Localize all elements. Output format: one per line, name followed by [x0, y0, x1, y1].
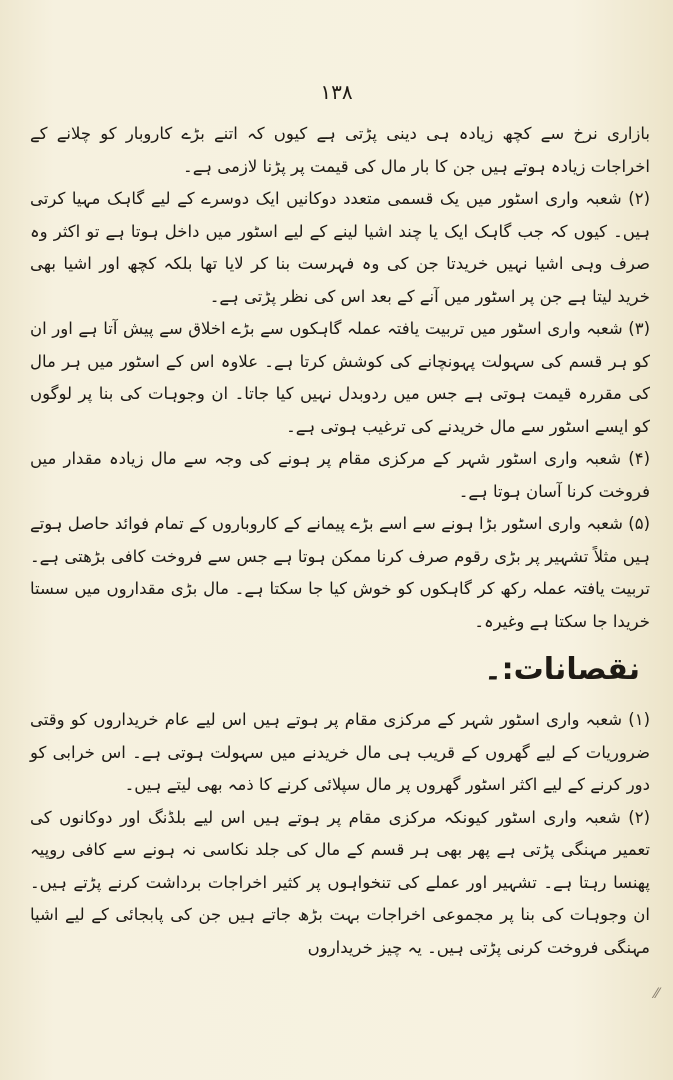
- advantage-3: (۳) شعبہ واری اسٹور میں تربیت یافتہ عملہ گاہکوں سے بڑے اخلاق سے پیش آتا ہے اور ان کو ہر قسم کی سہولت پہونچانے کی کوشش کرتا ہے۔ علاوہ اس کے اسٹور میں ہر مال کی مقررہ قیمت ہوتی ہے جس میں ردوبدل نہیں کیا جاتا۔ ان وجوہات کی بنا پر لوگوں کو ایسے اسٹور سے مال خریدنے کی ترغیب ہوتی ہے۔: [30, 319, 650, 436]
- disadvantages-heading: نقصانات:۔: [484, 652, 640, 687]
- page-number: ١٣٨: [320, 80, 353, 104]
- advantage-5: (۵) شعبہ واری اسٹور بڑا ہونے سے اسے بڑے پیمانے کے کاروباروں کے تمام فوائد حاصل ہوتے ہیں مثلاً تشہیر پر بڑی رقوم صرف کرنا ممکن ہوتا ہے جس سے فروخت کافی بڑھتی ہے۔ تربیت یافتہ عملہ رکھ کر گاہکوں کو خوش کیا جا سکتا ہے۔ مال بڑی مقداروں میں سستا خریدا جا سکتا ہے وغیرہ۔: [30, 514, 650, 631]
- margin-mark: ⁄⁄: [654, 986, 659, 1002]
- disadvantage-2: (۲) شعبہ واری اسٹور کیونکہ مرکزی مقام پر ہوتے ہیں اس لیے بلڈنگ اور دوکانوں کی تعمیر مہنگی پڑتی ہے پھر بھی ہر قسم کے مال کی جلد نکاسی نہ ہونے سے کافی روپیہ پھنسا رہتا ہے۔ تشہیر اور عملے کی تنخواہوں پر کثیر اخراجات برداشت کرنے پڑتے ہیں۔ ان وجوہات کی بنا پر مجموعی اخراجات بہت بڑھ جاتے ہیں جن کی پابجائی کے لیے اشیا مہنگی فروخت کرنی پڑتی ہیں۔ یہ چیز خریداروں: [30, 807, 650, 957]
- intro-paragraph: بازاری نرخ سے کچھ زیادہ ہی دینی پڑتی ہے کیوں کہ اتنے بڑے کاروبار کو چلانے کے اخراجات زیادہ ہوتے ہیں جن کا بار مال کی قیمت پر پڑنا لازمی ہے۔: [30, 124, 650, 176]
- page-content: [30, 118, 650, 964]
- advantage-2: (۲) شعبہ واری اسٹور میں یک قسمی متعدد دوکانیں ایک دوسرے کے لیے گاہک مہیا کرتی ہیں۔ کیوں کہ جب گاہک ایک یا چند اشیا لینے کے لیے اسٹور میں داخل ہوتا ہے تو اکثر وہ صرف وہی اشیا نہیں خریدتا جن کی وہ فہرست بنا کر لایا تھا بلکہ کچھ اور اشیا بھی خرید لیتا ہے جن پر اسٹور میں آنے کے بعد اس کی نظر پڑتی ہے۔: [30, 189, 650, 306]
- disadvantage-1: (۱) شعبہ واری اسٹور شہر کے مرکزی مقام پر ہوتے ہیں اس لیے عام خریداروں کو وقتی ضروریات کے لیے گھروں کے قریب ہی مال خریدنے میں سہولت ہوتی ہے۔ اس خرابی کو دور کرنے کے لیے اکثر اسٹور گھروں پر مال سپلائی کرنے کا ذمہ بھی لیتے ہیں۔: [30, 710, 650, 794]
- advantage-4: (۴) شعبہ واری اسٹور شہر کے مرکزی مقام پر ہونے کی وجہ سے مال زیادہ مقدار میں فروخت کرنا آسان ہوتا ہے۔: [30, 449, 650, 501]
